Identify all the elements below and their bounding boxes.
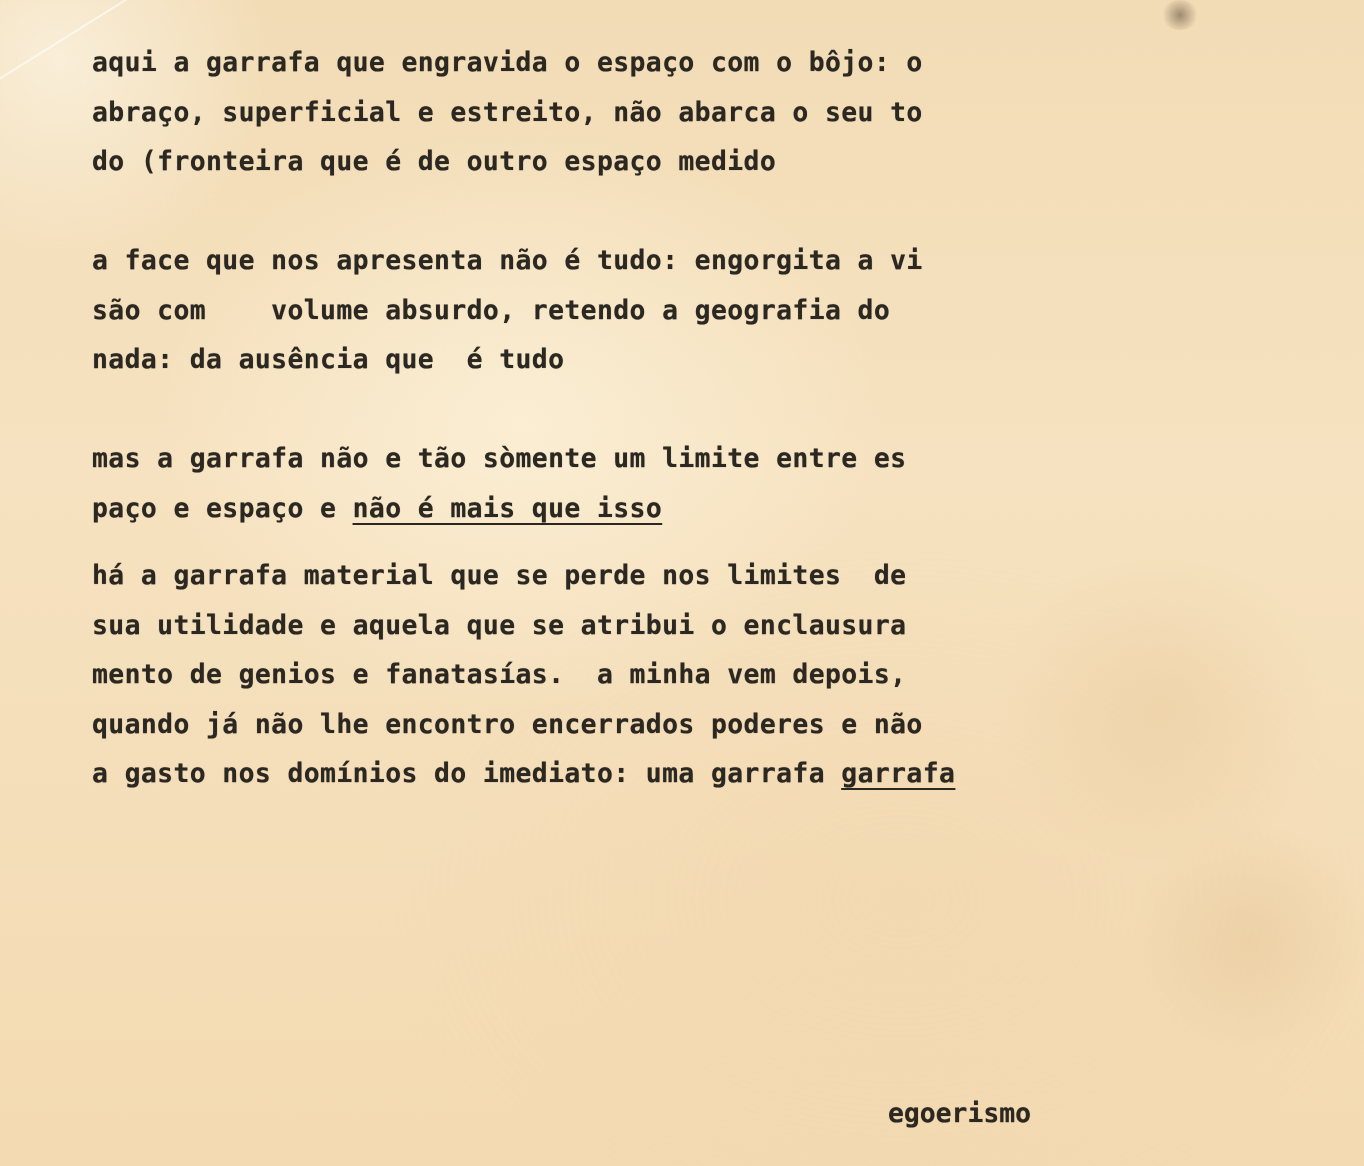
- underlined-word: garrafa: [841, 758, 956, 789]
- text-line: [92, 484, 955, 534]
- text-line: quando já não lhe encontro encerrados poderes e não: [92, 708, 923, 740]
- text-line: do (fronteira que é de outro espaço medido: [92, 146, 777, 177]
- text-line: a face que nos apresenta não é tudo: engorgita a vi: [92, 245, 923, 276]
- underlined-phrase: não é mais que isso: [352, 492, 663, 524]
- text-line: aqui a garrafa que engravida o espaço com o bôjo: o: [92, 47, 923, 78]
- text-line: abraço, superficial e estreito, não abarca o seu to: [92, 96, 923, 128]
- poem-body: [92, 38, 955, 799]
- text-line: mas a garrafa não e tão sòmente um limite entre es: [92, 443, 907, 474]
- paragraph-gap: [92, 385, 955, 435]
- text-line: [92, 749, 955, 799]
- paper-stain: [980, 560, 1340, 860]
- text-line: nada: da ausência que é tudo: [92, 344, 565, 375]
- paragraph-gap: [92, 187, 955, 237]
- text-line: são com volume absurdo, retendo a geografia do: [92, 294, 891, 326]
- paper-stain: [1160, 0, 1200, 30]
- text-segment: paço e espaço e: [92, 492, 353, 524]
- paragraph-gap: [92, 533, 955, 551]
- paper-stain: [1130, 820, 1364, 1060]
- text-line: mento de genios e fanatasías. a minha vem depois,: [92, 659, 907, 690]
- text-line: há a garrafa material que se perde nos limites de: [92, 560, 907, 591]
- signature: egoerismo: [888, 1098, 1031, 1129]
- text-line: sua utilidade e aquela que se atribui o enclausura: [92, 609, 907, 641]
- text-segment: a gasto nos domínios do imediato: uma garrafa: [92, 758, 842, 789]
